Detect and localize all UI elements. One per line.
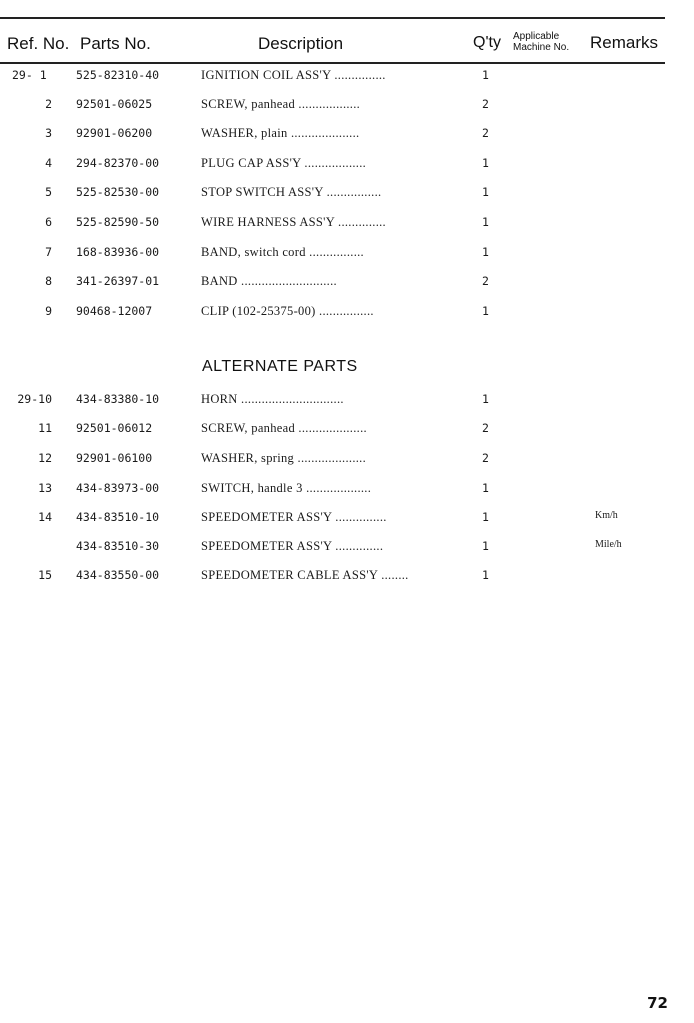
header-applicable-line2: Machine No. (513, 42, 570, 53)
header-remarks: Remarks (590, 33, 659, 52)
ref-no: 15 (38, 568, 52, 582)
part-no: 92501-06025 (76, 97, 153, 111)
table-row (0, 97, 665, 115)
table-row (0, 215, 665, 233)
description: SCREW, panhead .................. (201, 97, 361, 111)
part-no: 294-82370-00 (76, 156, 160, 170)
part-no: 525-82590-50 (76, 215, 160, 229)
ref-no: 7 (45, 245, 52, 259)
description: WASHER, plain .................... (201, 126, 360, 140)
part-no: 90468-12007 (76, 304, 153, 318)
part-no: 341-26397-01 (76, 274, 160, 288)
quantity: 2 (482, 451, 489, 465)
remarks: Km/h (595, 510, 618, 521)
ref-no: 9 (45, 304, 52, 318)
header-applicable-line1: Applicable (513, 31, 560, 42)
part-no: 434-83380-10 (76, 392, 160, 406)
part-no: 168-83936-00 (76, 245, 160, 259)
ref-no: 14 (38, 510, 52, 524)
description: WASHER, spring .................... (201, 451, 367, 465)
quantity: 2 (482, 274, 489, 288)
quantity: 2 (482, 126, 489, 140)
quantity: 1 (482, 215, 489, 229)
table-row (0, 392, 665, 410)
part-no: 525-82530-00 (76, 185, 160, 199)
ref-no: 5 (45, 185, 52, 199)
part-no: 434-83510-30 (76, 539, 160, 553)
header-parts-no: Parts No. (80, 34, 151, 53)
table-row (0, 481, 665, 499)
table-row (0, 126, 665, 144)
ref-no: 3 (45, 126, 52, 140)
ref-no: 29-10 (17, 392, 52, 406)
part-no: 434-83510-10 (76, 510, 160, 524)
quantity: 1 (482, 539, 489, 553)
ref-no: 8 (45, 274, 52, 288)
description: BAND, switch cord ................ (201, 245, 364, 259)
quantity: 1 (482, 392, 489, 406)
quantity: 1 (482, 510, 489, 524)
quantity: 2 (482, 421, 489, 435)
ref-no: 12 (38, 451, 52, 465)
part-no: 92501-06012 (76, 421, 153, 435)
quantity: 1 (482, 568, 489, 582)
table-row (0, 245, 665, 263)
header-description: Description (258, 34, 344, 53)
description: SPEEDOMETER CABLE ASS'Y ........ (201, 568, 409, 582)
description: PLUG CAP ASS'Y .................. (201, 156, 367, 170)
description: CLIP (102-25375-00) ................ (201, 304, 374, 318)
part-no: 92901-06100 (76, 451, 153, 465)
table-row (0, 539, 665, 557)
description: IGNITION COIL ASS'Y ............... (201, 68, 386, 82)
part-no: 434-83550-00 (76, 568, 160, 582)
table-row (0, 156, 665, 174)
description: HORN .............................. (201, 392, 344, 406)
description: STOP SWITCH ASS'Y ................ (201, 185, 382, 199)
ref-no: 29- 1 (12, 68, 47, 82)
description: SCREW, panhead .................... (201, 421, 367, 435)
quantity: 1 (482, 156, 489, 170)
header-rule (0, 62, 665, 64)
table-row (0, 185, 665, 203)
part-no: 434-83973-00 (76, 481, 160, 495)
table-row (0, 568, 665, 586)
page-number: 72 (647, 994, 668, 1012)
description: SPEEDOMETER ASS'Y .............. (201, 539, 384, 553)
header-ref-no: Ref. No. (7, 34, 70, 53)
part-no: 92901-06200 (76, 126, 153, 140)
description: SWITCH, handle 3 ................... (201, 481, 372, 495)
table-row (0, 510, 665, 528)
part-no: 525-82310-40 (76, 68, 160, 82)
table-row (0, 304, 665, 322)
ref-no: 13 (38, 481, 52, 495)
table-row (0, 451, 665, 469)
quantity: 2 (482, 97, 489, 111)
ref-no: 6 (45, 215, 52, 229)
description: WIRE HARNESS ASS'Y .............. (201, 215, 386, 229)
quantity: 1 (482, 304, 489, 318)
quantity: 1 (482, 245, 489, 259)
alternate-parts-heading: ALTERNATE PARTS (202, 358, 358, 375)
quantity: 1 (482, 68, 489, 82)
ref-no: 11 (38, 421, 52, 435)
ref-no: 2 (45, 97, 52, 111)
ref-no: 4 (45, 156, 52, 170)
description: SPEEDOMETER ASS'Y ............... (201, 510, 387, 524)
table-row (0, 274, 665, 292)
quantity: 1 (482, 481, 489, 495)
table-row (0, 68, 665, 86)
quantity: 1 (482, 185, 489, 199)
remarks: Mile/h (595, 539, 622, 550)
table-row (0, 421, 665, 439)
header-qty: Q'ty (473, 34, 501, 51)
top-rule (0, 17, 665, 19)
description: BAND ............................ (201, 274, 337, 288)
